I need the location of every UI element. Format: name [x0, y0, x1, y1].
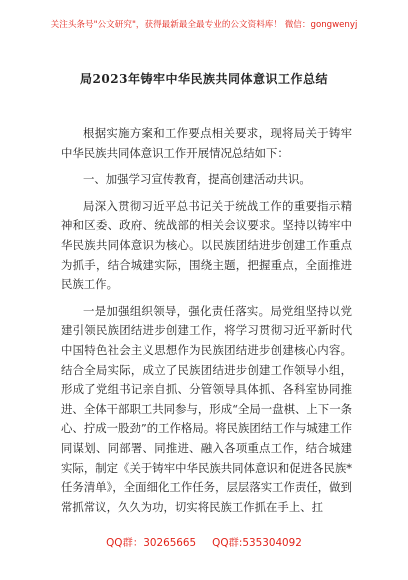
ad-banner: 关注头条号"公文研究"，获得最新最全最专业的公文资料库！ 微信：gongwenyj [50, 20, 358, 30]
document-title: 局2023年铸牢中华民族共同体意识工作总结 [80, 72, 328, 86]
footer-qq-group-1: QQ群：30265665 [106, 537, 197, 549]
footer-qq-group-2: QQ群:535304092 [212, 537, 302, 549]
document-body [61, 124, 352, 517]
paragraph-overview: 局深入贯彻习近平总书记关于统战工作的重要指示精神和区委、政府、统战部的相关会议要求。坚持以铸牢中华民族共同体意识为核心。以民族团结进步创建工作重点为抓手，结合城建实际，围绕主题，把握重点，全面推进民族工作。 [61, 198, 352, 292]
footer-qq-groups [0, 534, 408, 549]
paragraph-intro: 根据实施方案和工作要点相关要求，现将局关于铸牢中华民族共同体意识工作开展情况总结如下： [61, 126, 352, 160]
paragraph-leadership: 一是加强组织领导，强化责任落实。局党组坚持以党建引领民族团结进步创建工作，将学习贯彻习近平新时代中国特色社会主义思想作为民族团结进步创建核心内容。结合全局实际，成立了民族团结进步创建工作领导小组，形成了党组书记亲自抓、分管领导具体抓、各科室协同推进、全体干部职工共同参与，形成“全局一盘棋、上下一条心、拧成一股劲”的工作格局。将民族团结工作与城建工作同谋划、同部署、同推进、融入各项重点工作，结合城建实际，制定《关于铸牢中华民族共同体意识和促进各民族*任务清单》，全面细化工作任务，层层落实工作责任，做到常抓常议，久久为功，切实将民族工作抓在手上、扛 [61, 303, 352, 514]
paragraph-heading-1: 一、加强学习宣传教育，提高创建活动共识。 [83, 172, 311, 187]
